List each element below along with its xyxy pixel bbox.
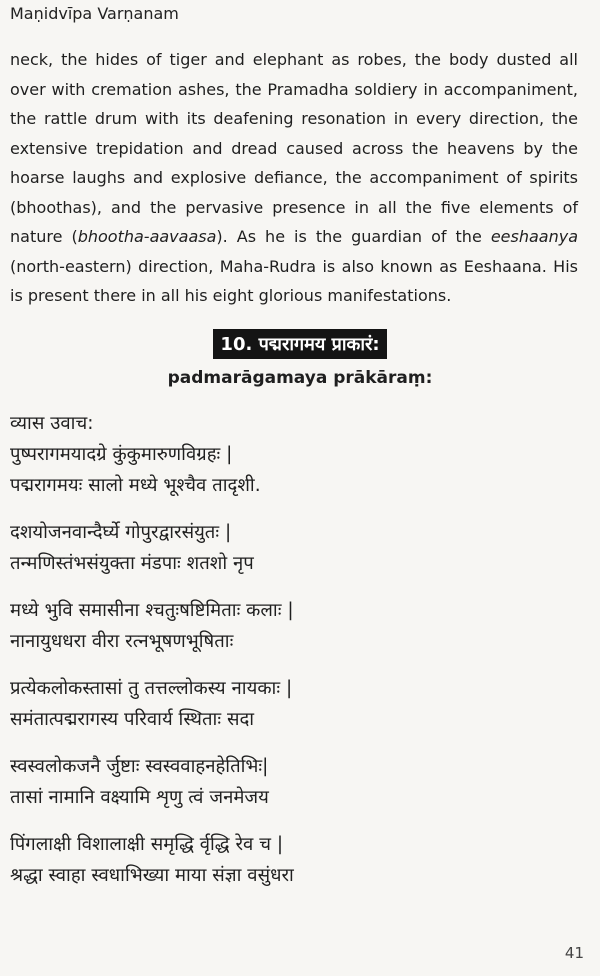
- verse-block: [10, 829, 570, 891]
- verse-line: तन्मणिस्तंभसंयुक्ता मंडपाः शतशो नृप: [10, 553, 254, 574]
- verse-line: श्रद्धा स्वाहा स्वधाभिख्या माया संज्ञा वसुंधरा: [10, 865, 294, 886]
- page-number: 41: [564, 944, 584, 962]
- verse-block: [10, 595, 570, 657]
- verse-line: पिंगलाक्षी विशालाक्षी समृद्धि र्वृद्धि रेव च |: [10, 834, 284, 855]
- section-heading: 10. पद्मरागमय प्राकारं:: [213, 329, 386, 359]
- verse-line: तासां नामानि वक्ष्यामि शृणु त्वं जनमेजय: [10, 787, 269, 808]
- verse-line: पद्मरागमयः सालो मध्ये भूश्चैव तादृशी.: [10, 475, 261, 496]
- verse-line: दशयोजनवान्दैर्घ्ये गोपुरद्वारसंयुतः |: [10, 522, 232, 543]
- verse-line: स्वस्वलोकजनै र्जुष्टाः स्वस्ववाहनहेतिभिः|: [10, 756, 269, 777]
- body-text-part3: (north-eastern) direction, Maha-Rudra is also known as Eeshaana. His is present there in all his eight glorious manifestations.: [10, 256, 578, 305]
- running-header: Maṇidvīpa Varṇanam: [10, 4, 179, 23]
- section-heading-container: [0, 329, 600, 359]
- verse-line: नानायुधधरा वीरा रत्नभूषणभूषिताः: [10, 631, 234, 652]
- body-text-part1: neck, the hides of tiger and elephant as robes, the body dusted all over with cremation ashes, the Pramadha soldiery in accompaniment, the rattle drum with its deafening resonation in every direction, the extensive trepidation and dread caused across the heavens by the hoarse laughs and explosive defiance, the accompaniment of spirits (bhoothas), and the pervasive presence in all the five elements of nature (: [10, 50, 578, 246]
- verse-block: [10, 408, 570, 501]
- italic-term-eeshaanya: eeshaanya: [490, 227, 578, 246]
- body-text-part2: ). As he is the guardian of the: [216, 227, 491, 246]
- verse-list: [10, 408, 570, 907]
- verse-line: प्रत्येकलोकस्तासां तु तत्तल्लोकस्य नायकाः |: [10, 678, 293, 699]
- body-paragraph: [10, 45, 578, 311]
- verse-line: मध्ये भुवि समासीना श्चतुःषष्टिमिताः कलाः |: [10, 600, 294, 621]
- verse-line: पुष्परागमयादग्रे कुंकुमारुणविग्रहः |: [10, 444, 233, 465]
- verse-block: [10, 517, 570, 579]
- verse-block: [10, 751, 570, 813]
- verse-line: समंतात्पद्मरागस्य परिवार्य स्थिताः सदा: [10, 709, 255, 730]
- section-transliteration: padmarāgamaya prākāraṃ:: [167, 368, 433, 388]
- italic-term-bhootha-aavaasa: bhootha-aavaasa: [77, 227, 217, 246]
- verse-line: व्यास उवाच:: [10, 413, 94, 434]
- verse-block: [10, 673, 570, 735]
